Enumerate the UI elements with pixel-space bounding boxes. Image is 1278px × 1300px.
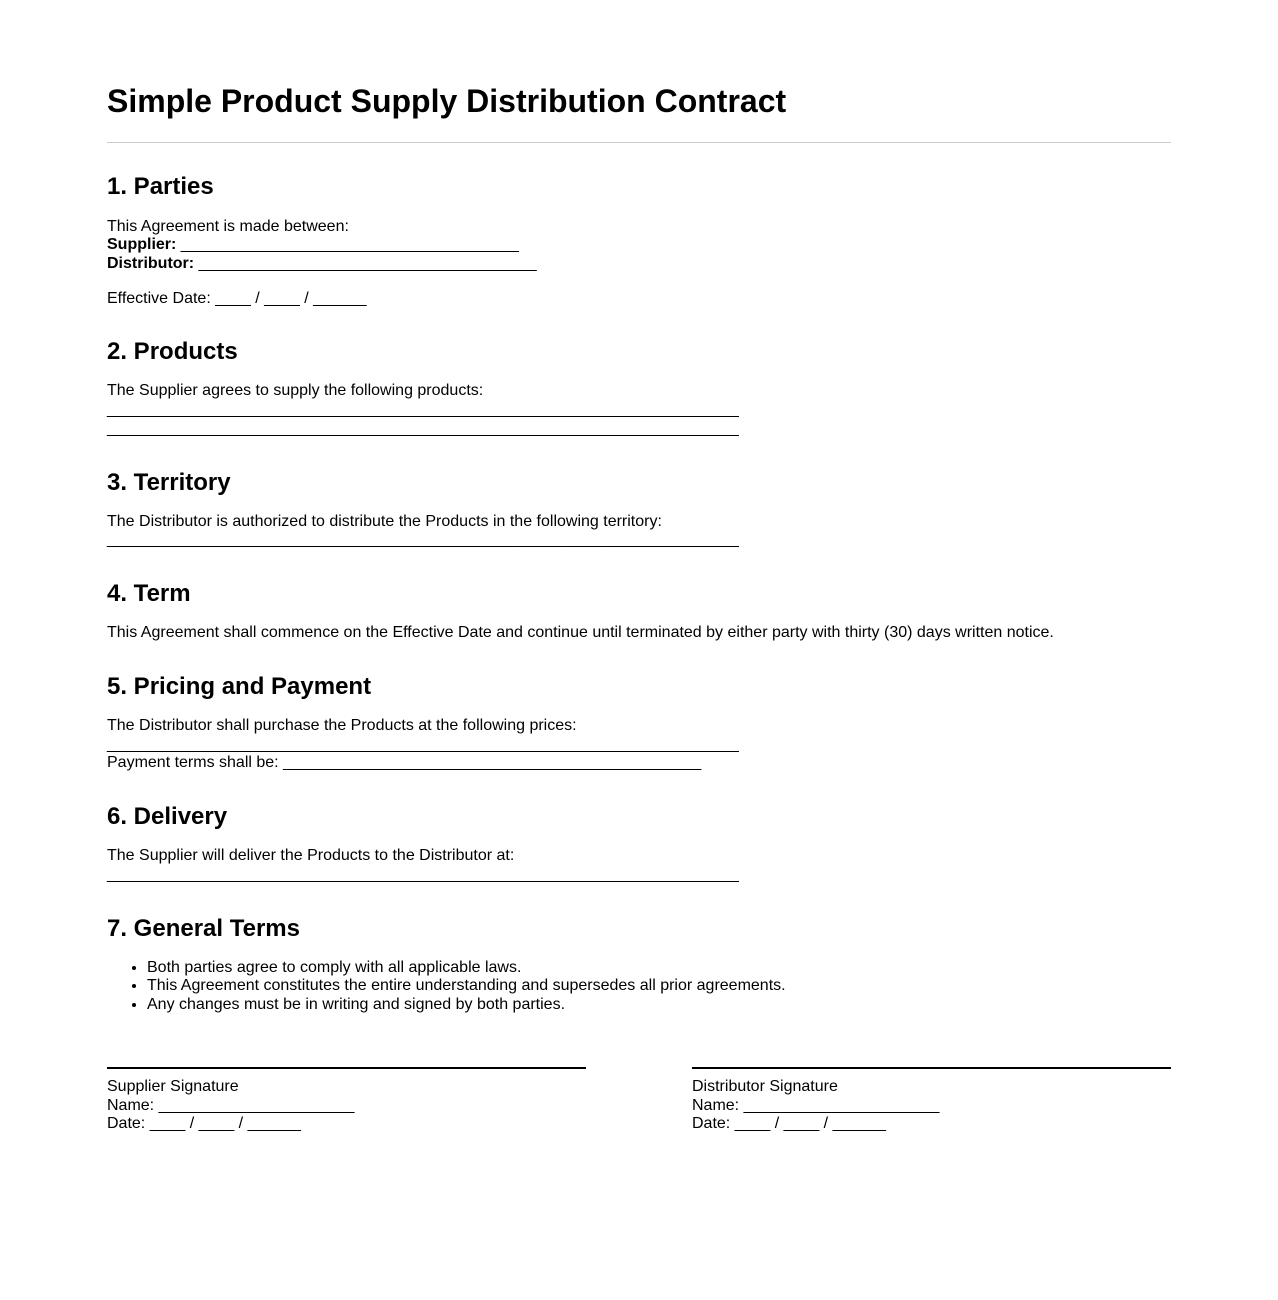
section-general-terms-heading: 7. General Terms: [107, 914, 300, 942]
pricing-paragraph: [107, 717, 1171, 773]
section-territory-heading: 3. Territory: [107, 468, 231, 496]
delivery-blank-line: _______________________________________________________________________: [107, 865, 739, 883]
distributor-signature-title: Distributor Signature: [692, 1077, 838, 1095]
supplier-blank-line: ______________________________________: [180, 236, 519, 254]
distributor-name-label: Name:: [692, 1096, 740, 1114]
products-paragraph: [107, 382, 1171, 438]
section-term-heading: 4. Term: [107, 580, 191, 608]
supplier-signature-text: [107, 1078, 586, 1134]
payment-terms-label: Payment terms shall be:: [107, 754, 279, 772]
pricing-body: The Distributor shall purchase the Products at the following prices:: [107, 717, 577, 735]
distributor-label: Distributor:: [107, 254, 195, 272]
general-term-item: • Any changes must be in writing and signed by both parties.: [147, 996, 1171, 1015]
section-general-terms: [107, 915, 1171, 1015]
territory-blank-line: _______________________________________________________________________: [107, 531, 739, 549]
distributor-signature-block: [692, 1067, 1171, 1134]
section-products: [107, 338, 1171, 438]
pricing-blank-line: _______________________________________________________________________: [107, 735, 739, 753]
section-delivery-heading: 6. Delivery: [107, 803, 228, 831]
section-parties-heading: 1. Parties: [107, 173, 214, 201]
supplier-date-blank: ____ / ____ / ______: [149, 1115, 301, 1133]
general-term-item: • This Agreement constitutes the entire understanding and supersedes all prior agreements.: [147, 977, 1171, 996]
delivery-body: The Supplier will deliver the Products to the Distributor at:: [107, 847, 515, 865]
document-title: Simple Product Supply Distribution Contract: [107, 83, 787, 119]
payment-terms-blank: _______________________________________________: [283, 754, 702, 772]
title-divider: [107, 142, 1171, 143]
parties-intro-line: This Agreement is made between:: [107, 217, 349, 235]
section-pricing-heading: 5. Pricing and Payment: [107, 672, 372, 700]
section-delivery: [107, 803, 1171, 885]
products-body: The Supplier agrees to supply the following products:: [107, 382, 484, 400]
section-pricing: [107, 673, 1171, 773]
products-blank-line-2: _______________________________________________________________________: [107, 419, 739, 437]
supplier-signature-title: Supplier Signature: [107, 1077, 239, 1095]
supplier-name-label: Name:: [107, 1096, 155, 1114]
effective-date-blank: ____ / ____ / ______: [215, 289, 367, 307]
general-term-item: • Both parties agree to comply with all applicable laws.: [147, 959, 1171, 978]
section-parties: [107, 173, 1171, 308]
supplier-signature-block: [107, 1067, 586, 1134]
supplier-name-blank: ______________________: [158, 1096, 355, 1114]
distributor-name-blank: ______________________: [743, 1096, 940, 1114]
supplier-label: Supplier:: [107, 236, 177, 254]
effective-date-label: Effective Date:: [107, 289, 211, 307]
distributor-blank-line: ______________________________________: [198, 254, 537, 272]
territory-body: The Distributor is authorized to distribute the Products in the following territory:: [107, 512, 662, 530]
term-paragraph: This Agreement shall commence on the Effective Date and continue until terminated by either party with thirty (30) days written notice.: [107, 624, 1054, 642]
delivery-paragraph: [107, 847, 1171, 884]
section-term: [107, 580, 1171, 643]
effective-date-paragraph: [107, 290, 1171, 309]
signature-section: [107, 1067, 1171, 1134]
section-territory: [107, 469, 1171, 551]
products-blank-line-1: _______________________________________________________________________: [107, 401, 739, 419]
territory-paragraph: [107, 513, 1171, 550]
general-terms-list: [107, 959, 1171, 1015]
distributor-date-label: Date:: [692, 1115, 731, 1133]
supplier-date-label: Date:: [107, 1115, 146, 1133]
distributor-signature-text: [692, 1078, 1171, 1134]
distributor-date-blank: ____ / ____ / ______: [734, 1115, 886, 1133]
section-products-heading: 2. Products: [107, 338, 238, 366]
parties-intro-paragraph: [107, 218, 1171, 274]
